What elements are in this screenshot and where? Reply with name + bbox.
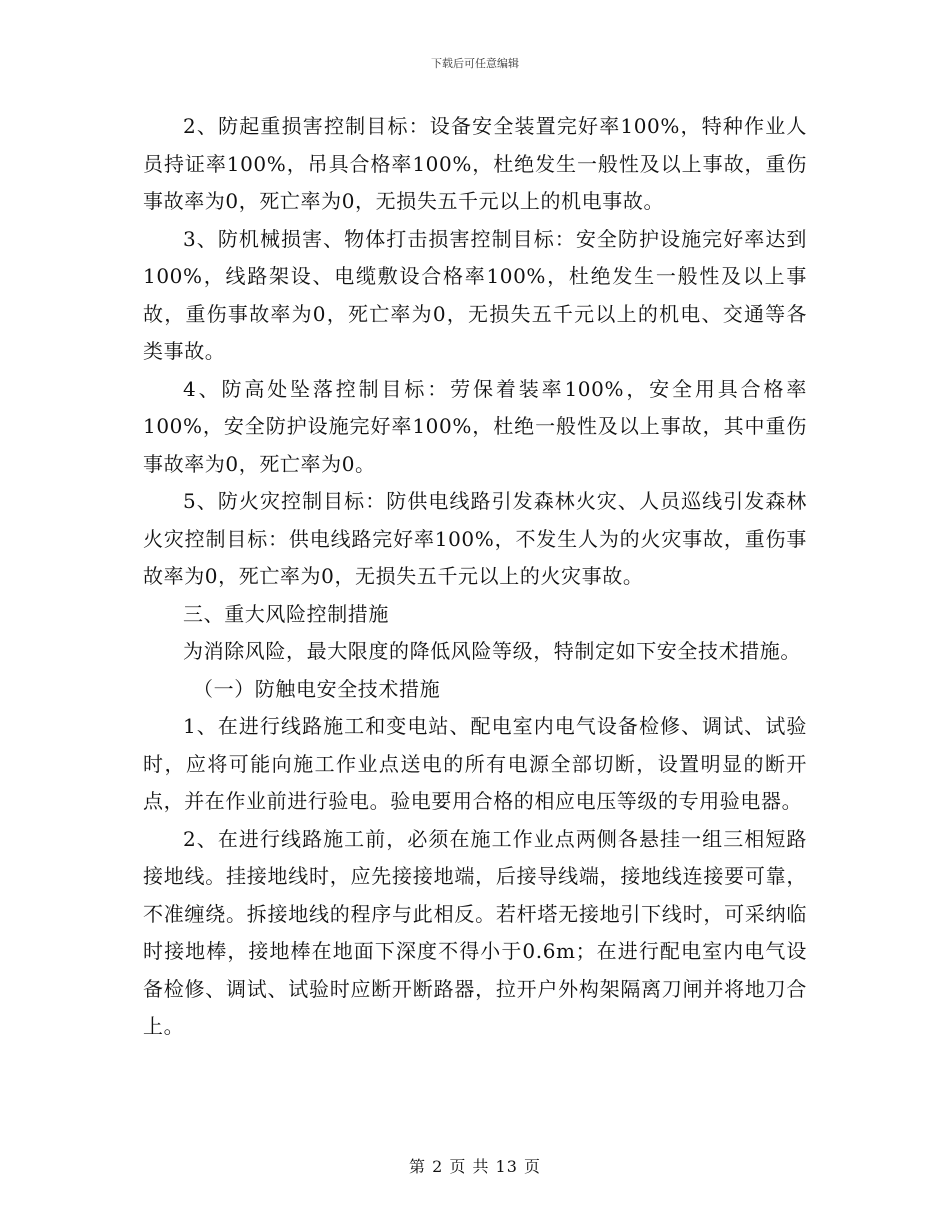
subsection-heading-electric-shock: （一）防触电安全技术措施 <box>193 676 441 701</box>
page-number: 第 2 页 共 13 页 <box>409 1157 541 1176</box>
paragraph-measure-1: 1、在进行线路施工和变电站、配电室内电气设备检修、调试、试验时，应将可能向施工作业点送电的所有电源全部切断，设置明显的断开点，并在作业前进行验电。验电要用合格的相应电压等级的专用验电器。 <box>143 714 807 813</box>
paragraph-mechanical-target: 3、防机械损害、物体打击损害控制目标：安全防护设施完好率达到100%，线路架设、电缆敷设合格率100%，杜绝发生一般性及以上事故，重伤事故率为0，死亡率为0，无损失五千元以上的机电、交通等各类事故。 <box>143 226 807 363</box>
page-header-note: 下载后可任意编辑 <box>431 57 519 70</box>
paragraph-lifting-target: 2、防起重损害控制目标：设备安全装置完好率100%，特种作业人员持证率100%，吊具合格率100%，杜绝发生一般性及以上事故，重伤事故率为0，死亡率为0，无损失五千元以上的机电事故。 <box>143 114 807 213</box>
paragraph-intro-measures: 为消除风险，最大限度的降低风险等级，特制定如下安全技术措施。 <box>183 639 801 663</box>
document-body <box>143 108 807 1046</box>
paragraph-fire-target: 5、防火灾控制目标：防供电线路引发森林火灾、人员巡线引发森林火灾控制目标：供电线路完好率100%，不发生人为的火灾事故，重伤事故率为0，死亡率为0，无损失五千元以上的火灾事故。 <box>143 489 807 588</box>
paragraph-fall-target: 4、防高处坠落控制目标：劳保着装率100%，安全用具合格率100%，安全防护设施完好率100%，杜绝一般性及以上事故，其中重伤事故率为0，死亡率为0。 <box>143 376 807 476</box>
paragraph-measure-2: 2、在进行线路施工前，必须在施工作业点两侧各悬挂一组三相短路接地线。挂接地线时，应先接接地端，后接导线端，接地线连接要可靠，不准缠绕。拆接地线的程序与此相反。若杆塔无接地引下线时，可采纳临时接地棒，接地棒在地面下深度不得小于0.6m；在进行配电室内电气设备检修、调试、试验时应断开断路器，拉开户外构架隔离刀闸并将地刀合上。 <box>143 826 807 1038</box>
section-heading-risk-control: 三、重大风险控制措施 <box>183 601 389 626</box>
